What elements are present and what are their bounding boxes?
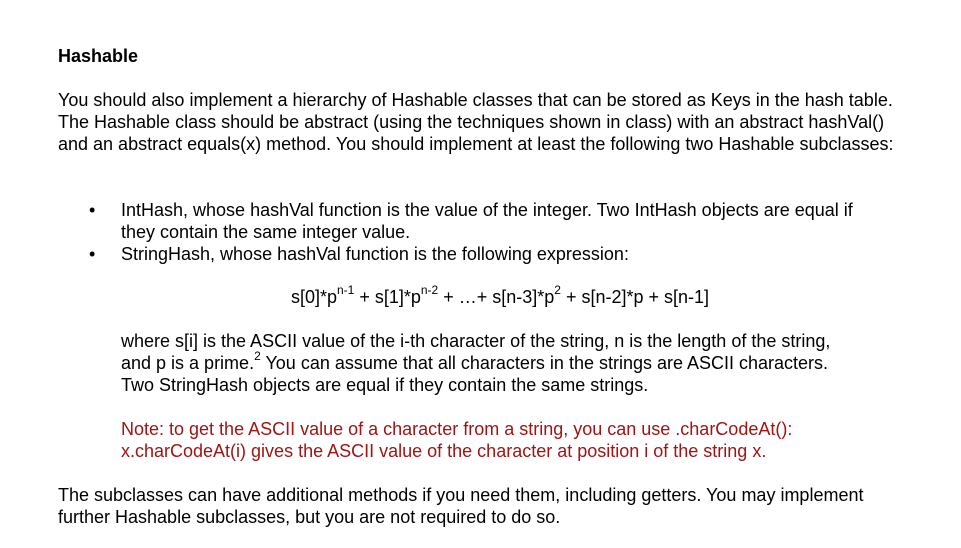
list-item-text: StringHash, whose hashVal function is the following expression: bbox=[121, 244, 629, 264]
list-item-stringhash bbox=[80, 243, 880, 265]
intro-paragraph: You should also implement a hierarchy of Hashable classes that can be stored as Keys in the hash table. The Hashable class should be abstract (using the techniques shown in class) with an abstract hashVal() and an abstract equals(x) method. You should implement at least the following two Hashable subclasses: bbox=[58, 90, 894, 154]
formula-term: s[0]*p bbox=[290, 287, 337, 307]
list-item-text: IntHash, whose hashVal function is the value of the integer. Two IntHash objects are equal if they contain the same integer value. bbox=[121, 200, 853, 242]
formula-explanation bbox=[121, 330, 861, 396]
formula-term: + …+ s[n-3]*p bbox=[438, 287, 555, 307]
footnote-marker: 2 bbox=[254, 349, 261, 363]
explanation-text: where s[i] is the ASCII value of the i-th character of the string, n is the length of the string, and p is a prime. bbox=[121, 331, 831, 373]
note-paragraph: Note: to get the ASCII value of a character from a string, you can use .charCodeAt(): x.charCodeAt(i) gives the ASCII value of the character at position i of the string x. bbox=[121, 419, 793, 461]
bullet-icon: • bbox=[89, 200, 96, 220]
bullet-icon: • bbox=[89, 244, 96, 264]
hash-formula bbox=[0, 283, 961, 308]
formula-exponent: n-2 bbox=[420, 283, 439, 297]
closing-paragraph: The subclasses can have additional methods if you need them, including getters. You may implement further Hashable subclasses, but you are not required to do so. bbox=[58, 485, 864, 527]
list-item-inthash bbox=[80, 199, 880, 243]
formula-term: + s[1]*p bbox=[354, 287, 421, 307]
formula-term: + s[n-2]*p + s[n-1] bbox=[560, 287, 710, 307]
formula-exponent: 2 bbox=[554, 283, 561, 297]
section-heading: Hashable bbox=[58, 46, 139, 66]
explanation-text: You can assume that all characters in the strings are ASCII characters. Two StringHash objects are equal if they contain the same strings. bbox=[121, 353, 829, 395]
formula-exponent: n-1 bbox=[336, 283, 355, 297]
subclass-list bbox=[80, 199, 880, 265]
